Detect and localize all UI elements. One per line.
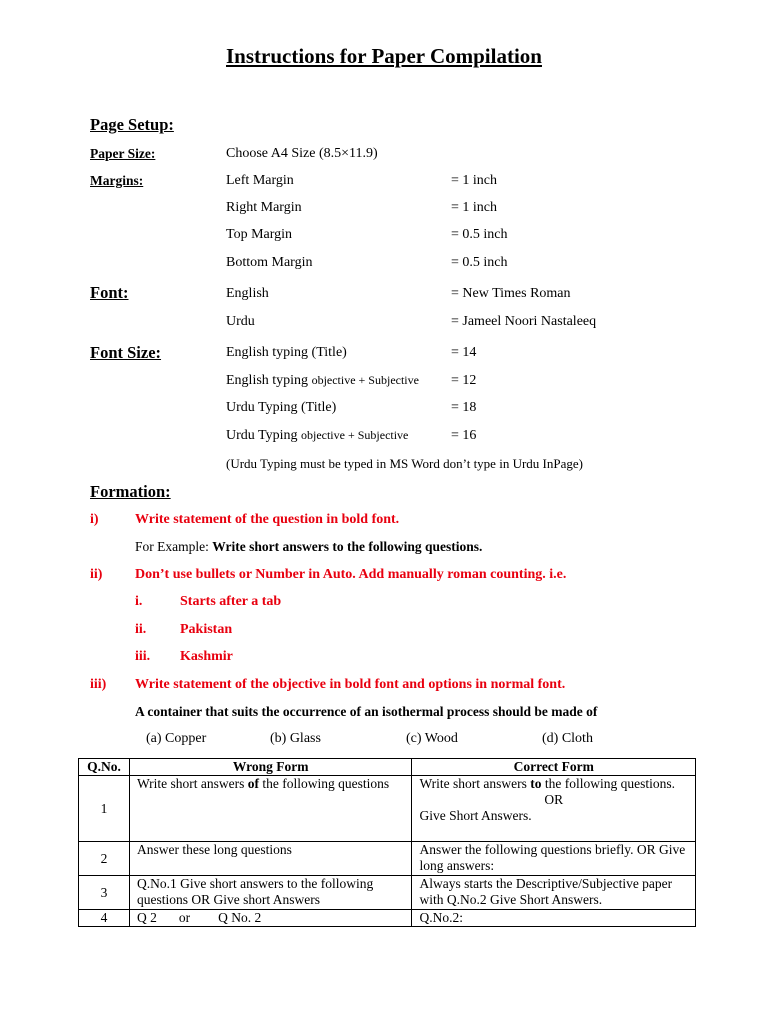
font-size-item: Urdu Typing objective + Subjective	[226, 428, 409, 443]
wrong-form-cell: Q 2 or Q No. 2	[129, 910, 412, 927]
margin-name: Bottom Margin	[226, 255, 313, 270]
table-row	[79, 842, 696, 876]
comparison-table	[78, 758, 696, 927]
sub-item-text: Starts after a tab	[180, 594, 282, 609]
alternate-form: Give Short Answers.	[419, 808, 532, 823]
wrong-form-cell: Answer these long questions	[129, 842, 412, 876]
option: (b) Glass	[270, 731, 321, 746]
font-size-item: Urdu Typing (Title)	[226, 400, 337, 415]
formation-heading: Formation:	[90, 482, 171, 501]
question-number: 1	[79, 776, 130, 842]
font-name: English	[226, 286, 269, 301]
option: (d) Cloth	[542, 731, 593, 746]
sub-item-number: i.	[135, 594, 143, 609]
margin-value: = 0.5 inch	[451, 227, 508, 242]
table-header-row	[79, 759, 696, 776]
font-name: Urdu	[226, 314, 255, 329]
paper-size-value: Choose A4 Size (8.5×11.9)	[226, 146, 378, 161]
font-size-value: = 12	[451, 373, 477, 388]
option: (a) Copper	[146, 731, 207, 746]
page-title: Instructions for Paper Compilation	[226, 44, 542, 68]
sub-item-text: Pakistan	[180, 622, 233, 637]
font-value: = Jameel Noori Nastaleeq	[451, 314, 597, 329]
item-number: iii)	[90, 677, 107, 692]
margin-name: Right Margin	[226, 200, 302, 215]
table-row	[79, 776, 696, 842]
question-number: 4	[79, 910, 130, 927]
example-text: For Example: Write short answers to the following questions.	[135, 539, 483, 554]
sub-item-text: Kashmir	[180, 649, 233, 664]
page-setup-heading: Page Setup:	[90, 115, 174, 134]
correct-form-cell: Answer the following questions briefly. OR Give long answers:	[412, 842, 696, 876]
question-number: 2	[79, 842, 130, 876]
column-header: Correct Form	[412, 759, 696, 776]
question-number: 3	[79, 876, 130, 910]
item-number: i)	[90, 512, 99, 527]
font-size-item: English typing objective + Subjective	[226, 373, 419, 388]
margin-name: Left Margin	[226, 173, 294, 188]
instruction-text: Write statement of the objective in bold font and options in normal font.	[135, 677, 566, 692]
font-heading: Font:	[90, 283, 129, 302]
font-size-item: English typing (Title)	[226, 345, 347, 360]
font-size-value: = 14	[451, 345, 477, 360]
font-value: = New Times Roman	[451, 286, 571, 301]
urdu-note: (Urdu Typing must be typed in MS Word don’t type in Urdu InPage)	[226, 456, 583, 471]
font-size-value: = 18	[451, 400, 477, 415]
correct-form-cell: Always starts the Descriptive/Subjective paper with Q.No.2 Give Short Answers.	[412, 876, 696, 910]
sub-item-number: iii.	[135, 649, 151, 664]
or-text: OR	[544, 792, 564, 807]
correct-form-cell: Write short answers to the following questions. OR Give Short Answers.	[412, 776, 696, 842]
wrong-form-cell: Q.No.1 Give short answers to the following questions OR Give short Answers	[129, 876, 412, 910]
objective-question: A container that suits the occurrence of an isothermal process should be made of	[135, 704, 598, 719]
margins-label: Margins:	[90, 173, 144, 188]
column-header: Wrong Form	[129, 759, 412, 776]
margin-value: = 1 inch	[451, 200, 497, 215]
margin-value: = 0.5 inch	[451, 255, 508, 270]
font-size-heading: Font Size:	[90, 343, 162, 362]
paper-size-label: Paper Size:	[90, 146, 156, 161]
table-row	[79, 910, 696, 927]
item-number: ii)	[90, 567, 103, 582]
margin-value: = 1 inch	[451, 173, 497, 188]
margin-name: Top Margin	[226, 227, 293, 242]
column-header: Q.No.	[79, 759, 130, 776]
option: (c) Wood	[406, 731, 458, 746]
table-row	[79, 876, 696, 910]
font-size-value: = 16	[451, 428, 477, 443]
wrong-form-cell: Write short answers of the following questions	[129, 776, 412, 842]
instruction-text: Don’t use bullets or Number in Auto. Add manually roman counting. i.e.	[135, 567, 567, 582]
correct-form-cell: Q.No.2:	[412, 910, 696, 927]
instruction-text: Write statement of the question in bold font.	[135, 512, 400, 527]
sub-item-number: ii.	[135, 622, 147, 637]
